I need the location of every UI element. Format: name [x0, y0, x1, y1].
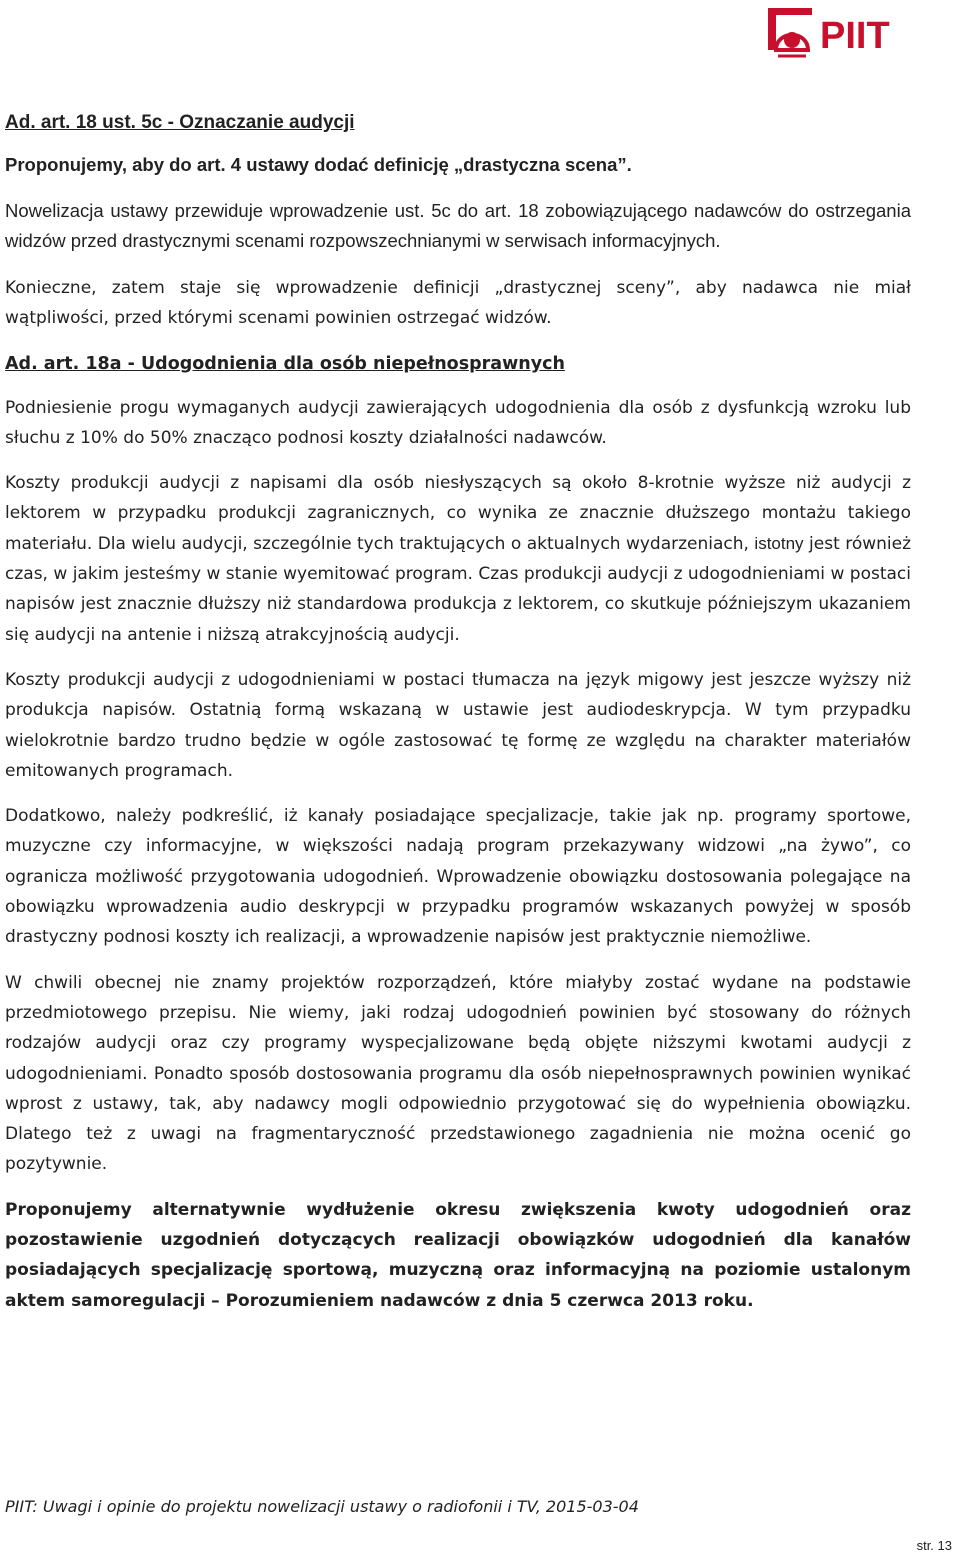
section-heading-oznaczanie: Ad. art. 18 ust. 5c - Oznaczanie audycji [5, 112, 355, 133]
paragraph-koszty-napisy-part-a: Koszty produkcji audycji z napisami dla osób niesłyszących są około 8-krotnie wyższe niż audycji z lektorem w przypadku produkcji zagranicznych, co wynika ze znacznie dłuższego montażu takiego materiału. Dla wielu audycji, szczególnie tych traktujących o aktualnych wydarzeniach, [5, 473, 911, 554]
document-body [5, 108, 911, 1316]
paragraph-koszty-napisy-part-c: jest również czas, w jakim jesteśmy w stanie wyemitować program. Czas produkcji audycji z udogodnieniami w postaci napisów jest znacznie dłuższy niż standardowa produkcja z lektorem, co skutkuje późniejszym ukazaniem się audycji na antenie i niższą atrakcyjnością audycji. [5, 533, 912, 645]
paragraph-koszty-jezyk-migowy: Koszty produkcji audycji z udogodnieniami w postaci tłumacza na język migowy jest jeszcze wyższy niż produkcja napisów. Ostatnią formą wskazaną w ustawie jest audiodeskrypcja. W tym przypadku wielokrotnie bardzo trudno będzie w ogóle zastosować tę formę ze względu na charakter materiałów emitowanych programach. [5, 669, 911, 781]
piit-logo [762, 4, 912, 58]
word-istotny: istotny [754, 533, 804, 553]
page-footer: PIIT: Uwagi i opinie do projektu nowelizacji ustawy o radiofonii i TV, 2015-03-04 [5, 1497, 639, 1516]
paragraph-w-chwili-obecnej: W chwili obecnej nie znamy projektów rozporządzeń, które miałyby zostać wydane na podstawie przedmiotowego przepisu. Nie wiemy, jaki rodzaj udogodnień powinien być stosowany do różnych rodzajów audycji oraz czy programy wyspecjalizowane będą objęte niższymi kwotami audycji z udogodnieniami. Ponadto sposób dostosowania programu dla osób niepełnosprawnych powinien wynikać wprost z ustawy, tak, aby nadawcy mogli odpowiednio przygotować się do wypełnienia obowiązku. Dlatego też z uwagi na fragmentaryczność przedstawionego zagadnienia nie można ocenić go pozytywnie. [5, 972, 911, 1175]
paragraph-koszty-napisy [5, 468, 911, 650]
paragraph-podniesienie: Podniesienie progu wymaganych audycji zawierających udogodnienia dla osób z dysfunkcją wzroku lub słuchu z 10% do 50% znacząco podnosi koszty działalności nadawców. [5, 397, 911, 448]
paragraph-nowelizacja: Nowelizacja ustawy przewiduje wprowadzenie ust. 5c do art. 18 zobowiązującego nadawców do ostrzegania widzów przed drastycznymi scenami rozpowszechnianymi w serwisach informacyjnych. [5, 200, 911, 251]
paragraph-konieczne: Konieczne, zatem staje się wprowadzenie definicji „drastycznej sceny”, aby nadawca nie miał wątpliwości, przed którymi scenami powinien ostrzegać widzów. [5, 278, 911, 329]
page-number: str. 13 [916, 1538, 952, 1553]
section-heading-udogodnienia: Ad. art. 18a - Udogodnienia dla osób niepełnosprawnych [5, 353, 565, 374]
piit-logo-mark [762, 4, 912, 58]
logo-text: PIIT [820, 15, 890, 57]
proposal-alternatywnie: Proponujemy alternatywnie wydłużenie okresu zwiększenia kwoty udogodnień oraz pozostawienie uzgodnień dotyczących realizacji obowiązków udogodnień dla kanałów posiadających specjalizację sportową, muzyczną oraz informacyjną na poziomie ustalonym aktem samoregulacji – Porozumieniem nadawców z dnia 5 czerwca 2013 roku. [5, 1199, 911, 1311]
proposal-drastyczna-scena: Proponujemy, aby do art. 4 ustawy dodać definicję „drastyczna scena”. [5, 154, 632, 175]
paragraph-dodatkowo: Dodatkowo, należy podkreślić, iż kanały posiadające specjalizacje, takie jak np. programy sportowe, muzyczne czy informacyjne, w większości nadają program przekazywany widzowi „na żywo”, co ogranicza możliwość przygotowania udogodnień. Wprowadzenie obowiązku dostosowania polegające na obowiązku wprowadzenia audio deskrypcji w przypadku programów wskazanych powyżej w sposób drastyczny podnosi koszty ich realizacji, a wprowadzenie napisów jest praktycznie niemożliwe. [5, 806, 911, 948]
